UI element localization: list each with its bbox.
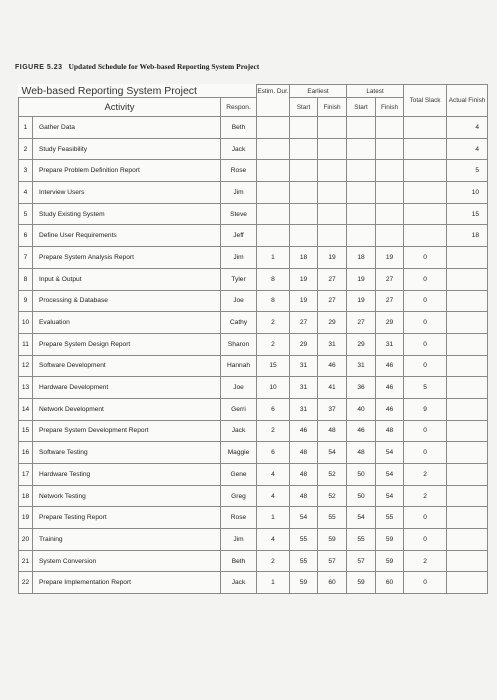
actual-finish: 10: [447, 182, 488, 204]
activity-number: 22: [19, 572, 33, 594]
responsible-person: Beth: [221, 117, 257, 139]
earliest-finish: 31: [318, 333, 347, 355]
activity-name: Study Existing System: [33, 203, 221, 225]
earliest-start: [290, 225, 318, 247]
actual-finish: 4: [447, 117, 488, 139]
activity-number: 3: [19, 160, 33, 182]
earliest-finish: 41: [318, 377, 347, 399]
earliest-start: 19: [290, 268, 318, 290]
total-slack: [404, 225, 447, 247]
schedule-table: [18, 84, 488, 594]
responsible-person: Maggie: [221, 442, 257, 464]
total-slack-header: Total Slack: [404, 85, 447, 117]
activity-name: Gather Data: [33, 117, 221, 139]
latest-start: 29: [347, 333, 376, 355]
latest-start: 31: [347, 355, 376, 377]
estimated-duration: [257, 225, 290, 247]
latest-finish: 31: [376, 333, 404, 355]
latest-start: 27: [347, 312, 376, 334]
activity-number: 16: [19, 442, 33, 464]
total-slack: [404, 138, 447, 160]
table-row: [19, 290, 488, 312]
earliest-finish: 59: [318, 529, 347, 551]
activity-number: 11: [19, 333, 33, 355]
latest-finish: 59: [376, 529, 404, 551]
estimated-duration: [257, 138, 290, 160]
earliest-start: 46: [290, 420, 318, 442]
total-slack: 5: [404, 377, 447, 399]
table-row: [19, 355, 488, 377]
latest-finish: [376, 182, 404, 204]
earliest-finish: 52: [318, 485, 347, 507]
activity-number: 1: [19, 117, 33, 139]
earliest-start: [290, 160, 318, 182]
activity-name: Prepare Testing Report: [33, 507, 221, 529]
actual-finish: [447, 442, 488, 464]
total-slack: [404, 203, 447, 225]
table-row: [19, 268, 488, 290]
table-row: [19, 442, 488, 464]
actual-finish: [447, 333, 488, 355]
activity-number: 6: [19, 225, 33, 247]
activity-number: 4: [19, 182, 33, 204]
latest-finish: 59: [376, 550, 404, 572]
earliest-start: 55: [290, 550, 318, 572]
earliest-start: 29: [290, 333, 318, 355]
table-row: [19, 420, 488, 442]
estimated-duration: 6: [257, 398, 290, 420]
latest-finish: 54: [376, 442, 404, 464]
activity-name: Network Testing: [33, 485, 221, 507]
earliest-finish: 29: [318, 312, 347, 334]
actual-finish: [447, 485, 488, 507]
latest-finish: [376, 117, 404, 139]
activity-name: Prepare Implementation Report: [33, 572, 221, 594]
activity-name: Prepare System Analysis Report: [33, 247, 221, 269]
latest-start: [347, 117, 376, 139]
activity-name: Prepare Problem Definition Report: [33, 160, 221, 182]
latest-finish: 46: [376, 398, 404, 420]
earliest-start: 48: [290, 442, 318, 464]
actual-finish: 15: [447, 203, 488, 225]
actual-finish-header: Actual Finish: [447, 85, 488, 117]
estimated-duration: 6: [257, 442, 290, 464]
table-row: [19, 507, 488, 529]
activity-name: System Conversion: [33, 550, 221, 572]
responsible-person: Steve: [221, 203, 257, 225]
actual-finish: 18: [447, 225, 488, 247]
responsible-person: Tyler: [221, 268, 257, 290]
latest-start: 48: [347, 442, 376, 464]
earliest-start: 31: [290, 355, 318, 377]
latest-start: [347, 225, 376, 247]
earliest-start: 19: [290, 290, 318, 312]
estimated-duration: 1: [257, 507, 290, 529]
activity-number: 21: [19, 550, 33, 572]
activity-number: 12: [19, 355, 33, 377]
activity-number: 8: [19, 268, 33, 290]
total-slack: 0: [404, 442, 447, 464]
latest-finish: 55: [376, 507, 404, 529]
actual-finish: [447, 572, 488, 594]
latest-start: 50: [347, 485, 376, 507]
table-row: [19, 550, 488, 572]
estimated-duration: 2: [257, 333, 290, 355]
latest-start: 46: [347, 420, 376, 442]
table-row: [19, 572, 488, 594]
latest-start: 36: [347, 377, 376, 399]
actual-finish: [447, 464, 488, 486]
earliest-start: 48: [290, 464, 318, 486]
earliest-finish: [318, 225, 347, 247]
earliest-finish: 57: [318, 550, 347, 572]
activity-name: Software Testing: [33, 442, 221, 464]
figure-caption: [15, 62, 259, 71]
responsible-person: Rose: [221, 160, 257, 182]
latest-finish: 19: [376, 247, 404, 269]
earliest-finish: [318, 160, 347, 182]
total-slack: 0: [404, 507, 447, 529]
latest-finish: [376, 225, 404, 247]
activity-number: 7: [19, 247, 33, 269]
table-row: [19, 138, 488, 160]
actual-finish: 4: [447, 138, 488, 160]
earliest-finish: 55: [318, 507, 347, 529]
earliest-finish: 27: [318, 290, 347, 312]
activity-number: 2: [19, 138, 33, 160]
estimated-duration: [257, 117, 290, 139]
responsible-person: Sharon: [221, 333, 257, 355]
latest-finish: 46: [376, 377, 404, 399]
latest-finish: [376, 203, 404, 225]
actual-finish: [447, 355, 488, 377]
actual-finish: [447, 398, 488, 420]
estimated-duration: 2: [257, 550, 290, 572]
table-row: [19, 203, 488, 225]
earliest-start-header: Start: [290, 98, 318, 117]
activity-number: 13: [19, 377, 33, 399]
table-row: [19, 160, 488, 182]
total-slack: 0: [404, 333, 447, 355]
latest-finish-header: Finish: [376, 98, 404, 117]
latest-finish: 27: [376, 290, 404, 312]
latest-start: [347, 203, 376, 225]
responsible-person: Jim: [221, 182, 257, 204]
respon-header: Respon.: [221, 98, 257, 117]
earliest-start: [290, 117, 318, 139]
estimated-duration: 1: [257, 247, 290, 269]
actual-finish: [447, 550, 488, 572]
total-slack: 0: [404, 529, 447, 551]
estimated-duration: [257, 160, 290, 182]
latest-finish: 60: [376, 572, 404, 594]
earliest-finish-header: Finish: [318, 98, 347, 117]
earliest-finish: 27: [318, 268, 347, 290]
earliest-start: 55: [290, 529, 318, 551]
activity-header: Activity: [19, 98, 221, 117]
table-row: [19, 377, 488, 399]
responsible-person: Cathy: [221, 312, 257, 334]
earliest-header: Earliest: [290, 85, 347, 98]
latest-finish: 46: [376, 355, 404, 377]
earliest-finish: 19: [318, 247, 347, 269]
estimated-duration: 2: [257, 312, 290, 334]
actual-finish: [447, 312, 488, 334]
schedule-sheet: [18, 84, 487, 594]
actual-finish: [447, 247, 488, 269]
earliest-finish: 37: [318, 398, 347, 420]
actual-finish: [447, 420, 488, 442]
earliest-start: [290, 138, 318, 160]
activity-number: 18: [19, 485, 33, 507]
latest-start: 50: [347, 464, 376, 486]
total-slack: 0: [404, 572, 447, 594]
earliest-finish: 60: [318, 572, 347, 594]
table-row: [19, 312, 488, 334]
responsible-person: Jeff: [221, 225, 257, 247]
earliest-finish: 46: [318, 355, 347, 377]
table-row: [19, 485, 488, 507]
figure-title: Updated Schedule for Web-based Reporting System Project: [68, 62, 260, 71]
estimated-duration: 8: [257, 290, 290, 312]
latest-start: [347, 160, 376, 182]
total-slack: [404, 182, 447, 204]
actual-finish: 5: [447, 160, 488, 182]
activity-name: Evaluation: [33, 312, 221, 334]
estimated-duration: 8: [257, 268, 290, 290]
latest-start: [347, 182, 376, 204]
earliest-finish: [318, 117, 347, 139]
earliest-finish: 52: [318, 464, 347, 486]
latest-start: 54: [347, 507, 376, 529]
activity-name: Hardware Development: [33, 377, 221, 399]
actual-finish: [447, 290, 488, 312]
latest-start: 59: [347, 572, 376, 594]
earliest-finish: 48: [318, 420, 347, 442]
earliest-finish: [318, 138, 347, 160]
table-row: [19, 225, 488, 247]
table-row: [19, 182, 488, 204]
estimated-duration: 4: [257, 529, 290, 551]
figure-label: FIGURE 5.23: [15, 64, 63, 71]
latest-start: 57: [347, 550, 376, 572]
estimated-duration: 4: [257, 464, 290, 486]
earliest-start: [290, 203, 318, 225]
activity-name: Training: [33, 529, 221, 551]
total-slack: 9: [404, 398, 447, 420]
total-slack: [404, 117, 447, 139]
project-title: Web-based Reporting System Project: [21, 84, 197, 97]
activity-name: Software Development: [33, 355, 221, 377]
activity-name: Input & Output: [33, 268, 221, 290]
responsible-person: Gerri: [221, 398, 257, 420]
actual-finish: [447, 529, 488, 551]
latest-start: 55: [347, 529, 376, 551]
total-slack: 2: [404, 485, 447, 507]
activity-name: Study Feasibility: [33, 138, 221, 160]
latest-header: Latest: [347, 85, 404, 98]
activity-number: 9: [19, 290, 33, 312]
activity-number: 15: [19, 420, 33, 442]
activity-number: 10: [19, 312, 33, 334]
responsible-person: Jim: [221, 529, 257, 551]
estimated-duration: 10: [257, 377, 290, 399]
responsible-person: Jack: [221, 420, 257, 442]
estimated-duration: [257, 203, 290, 225]
earliest-start: 27: [290, 312, 318, 334]
activity-number: 5: [19, 203, 33, 225]
earliest-start: 18: [290, 247, 318, 269]
responsible-person: Joe: [221, 377, 257, 399]
earliest-finish: [318, 182, 347, 204]
responsible-person: Greg: [221, 485, 257, 507]
total-slack: 2: [404, 550, 447, 572]
latest-finish: 29: [376, 312, 404, 334]
earliest-start: 48: [290, 485, 318, 507]
actual-finish: [447, 268, 488, 290]
responsible-person: Jack: [221, 138, 257, 160]
actual-finish: [447, 377, 488, 399]
activity-number: 19: [19, 507, 33, 529]
responsible-person: Joe: [221, 290, 257, 312]
estim-dur-header: Estim. Dur.: [257, 85, 290, 117]
responsible-person: Jim: [221, 247, 257, 269]
earliest-start: 59: [290, 572, 318, 594]
responsible-person: Hannah: [221, 355, 257, 377]
activity-name: Prepare System Design Report: [33, 333, 221, 355]
table-row: [19, 529, 488, 551]
actual-finish: [447, 507, 488, 529]
earliest-start: 54: [290, 507, 318, 529]
total-slack: 0: [404, 420, 447, 442]
estimated-duration: [257, 182, 290, 204]
table-row: [19, 464, 488, 486]
latest-start: 19: [347, 290, 376, 312]
responsible-person: Beth: [221, 550, 257, 572]
latest-finish: [376, 160, 404, 182]
table-row: [19, 333, 488, 355]
total-slack: 0: [404, 355, 447, 377]
earliest-finish: [318, 203, 347, 225]
activity-name: Prepare System Development Report: [33, 420, 221, 442]
earliest-start: 31: [290, 398, 318, 420]
activity-name: Define User Requirements: [33, 225, 221, 247]
latest-finish: 27: [376, 268, 404, 290]
activity-name: Network Development: [33, 398, 221, 420]
responsible-person: Rose: [221, 507, 257, 529]
estimated-duration: 4: [257, 485, 290, 507]
total-slack: 0: [404, 312, 447, 334]
activity-name: Interview Users: [33, 182, 221, 204]
total-slack: 0: [404, 247, 447, 269]
total-slack: 0: [404, 268, 447, 290]
latest-finish: 54: [376, 464, 404, 486]
total-slack: 0: [404, 290, 447, 312]
earliest-finish: 54: [318, 442, 347, 464]
estimated-duration: 2: [257, 420, 290, 442]
schedule-rows: [19, 117, 488, 594]
latest-start: [347, 138, 376, 160]
table-row: [19, 398, 488, 420]
activity-number: 17: [19, 464, 33, 486]
activity-name: Processing & Database: [33, 290, 221, 312]
activity-name: Hardware Testing: [33, 464, 221, 486]
latest-start: 19: [347, 268, 376, 290]
estimated-duration: 1: [257, 572, 290, 594]
latest-start: 18: [347, 247, 376, 269]
activity-number: 14: [19, 398, 33, 420]
table-row: [19, 117, 488, 139]
responsible-person: Gene: [221, 464, 257, 486]
latest-start: 40: [347, 398, 376, 420]
latest-start-header: Start: [347, 98, 376, 117]
total-slack: [404, 160, 447, 182]
earliest-start: [290, 182, 318, 204]
latest-finish: 48: [376, 420, 404, 442]
responsible-person: Jack: [221, 572, 257, 594]
earliest-start: 31: [290, 377, 318, 399]
table-row: [19, 247, 488, 269]
activity-number: 20: [19, 529, 33, 551]
total-slack: 2: [404, 464, 447, 486]
latest-finish: 54: [376, 485, 404, 507]
estimated-duration: 15: [257, 355, 290, 377]
latest-finish: [376, 138, 404, 160]
